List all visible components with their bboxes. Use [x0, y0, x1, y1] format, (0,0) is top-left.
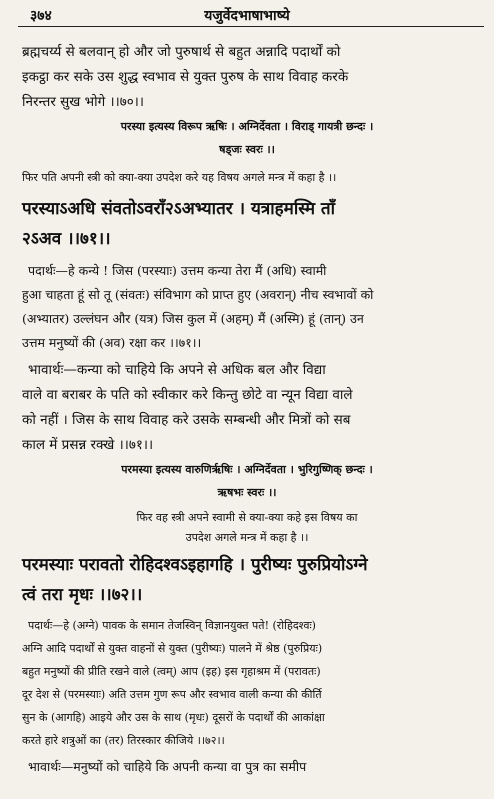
text-line: को नहीं । जिस के साथ विवाह करे उसके सम्बन्धी और मित्रों को सब: [22, 412, 351, 428]
svara-line: षड्जः स्वरः ।।: [219, 143, 275, 156]
text-line: ब्रह्मचर्य्य से बलवान् हो और जो पुरुषार्थ से बहुत अन्नादि पदार्थों को: [22, 44, 341, 60]
text-line: काल में प्रसन्न रक्खे ।।७१।।: [22, 437, 154, 453]
text-line: इकट्ठा कर सके उस शुद्ध स्वभाव से युक्त पुरुष के साथ विवाह करके: [22, 69, 349, 85]
mantra-line: २ऽअव ।।७१।।: [22, 229, 111, 249]
intro-line: उपदेश अगले मन्त्र में कहा है ।।: [185, 531, 309, 544]
intro-line: फिर पति अपनी स्त्री को क्या-क्या उपदेश करे यह विषय अगले मन्त्र में कहा है ।।: [22, 171, 337, 184]
svara-line: ऋषभः स्वरः ।।: [217, 486, 277, 499]
running-title: यजुर्वेदभाषाभाष्ये: [204, 8, 290, 24]
padartha-line: पदार्थः—हे कन्ये ! जिस (परस्याः) उत्तम कन्या तेरा मैं (अधि) स्वामी: [28, 263, 327, 278]
text-line: करते हारे शत्रुओं का (तर) तिरस्कार कीजिये ।।७२।।: [22, 734, 225, 747]
text-line: उत्तम मनुष्यों की (अव) रक्षा कर ।।७१।।: [22, 335, 202, 350]
bhavartha-line: भावार्थः—कन्या को चाहिये कि अपने से अधिक बल और विद्या: [28, 362, 326, 378]
header-rule: [18, 26, 484, 27]
text-line: दूर देश से (परमस्याः) अति उत्तम गुण रूप और स्वभाव वाली कन्या की कीर्ति: [22, 688, 322, 701]
text-line: बहुत मनुष्यों की प्रीति रखने वाले (त्वम्) आप (इह) इस गृहाश्रम में (परावतः): [22, 665, 321, 678]
text-line: वाले वा बराबर के पति को स्वीकार करे किन्तु छोटे वा न्यून विद्या वाले: [22, 387, 353, 403]
page-header: [0, 6, 494, 28]
mantra-line: परमस्याः परावतो रोहिदश्वऽइहागहि । पुरीष्यः पुरुप्रियोऽग्ने: [22, 555, 368, 575]
mantra-line: परस्याऽअधि संवतोऽवराँ२ऽअभ्यातर । यत्राहमस्मि ताँ: [22, 199, 336, 219]
text-line: (अभ्यातर) उल्लंघन और (यत्र) जिस कुल में (अहम्) मैं (अस्मि) हूं (तान्) उन: [22, 311, 364, 326]
intro-line: फिर वह स्त्री अपने स्वामी से क्या-क्या कहे इस विषय का: [136, 511, 358, 524]
padartha-line: पदार्थः—हे (अग्ने) पावक के समान तेजस्विन् विज्ञानयुक्त पते! (रोहिदश्वः): [28, 619, 316, 632]
mantra-line: त्वं तरा मृधः ।।७२।।: [22, 585, 143, 605]
bhavartha-line: भावार्थः—मनुष्यों को चाहिये कि अपनी कन्या वा पुत्र का समीप: [28, 759, 307, 774]
rishi-devata-line: परमस्या इत्यस्य वारुणिर्ऋषिः । अग्निर्देवता । भुरिगुष्णिक् छन्दः ।: [121, 463, 373, 476]
page-number: ३७४: [30, 8, 52, 24]
text-line: हुआ चाहता हूं सो तू (संवतः) संविभाग को प्राप्त हुए (अवरान्) नीच स्वभावों को: [22, 287, 374, 302]
text-line: निरन्तर सुख भोगे ।।७०।।: [22, 94, 145, 110]
text-line: सुन के (आगहि) आइये और उस के साथ (मृधः) दूसरों के पदार्थों की आकांक्षा: [22, 711, 325, 724]
text-line: अग्नि आदि पदार्थों से युक्त वाहनों से युक्त (पुरीष्यः) पालने में श्रेष्ठ (पुरुप्रियः): [22, 642, 323, 655]
rishi-devata-line: परस्या इत्यस्य विरूप ऋषिः । अग्निर्देवता । विराड् गायत्री छन्दः ।: [120, 120, 374, 133]
